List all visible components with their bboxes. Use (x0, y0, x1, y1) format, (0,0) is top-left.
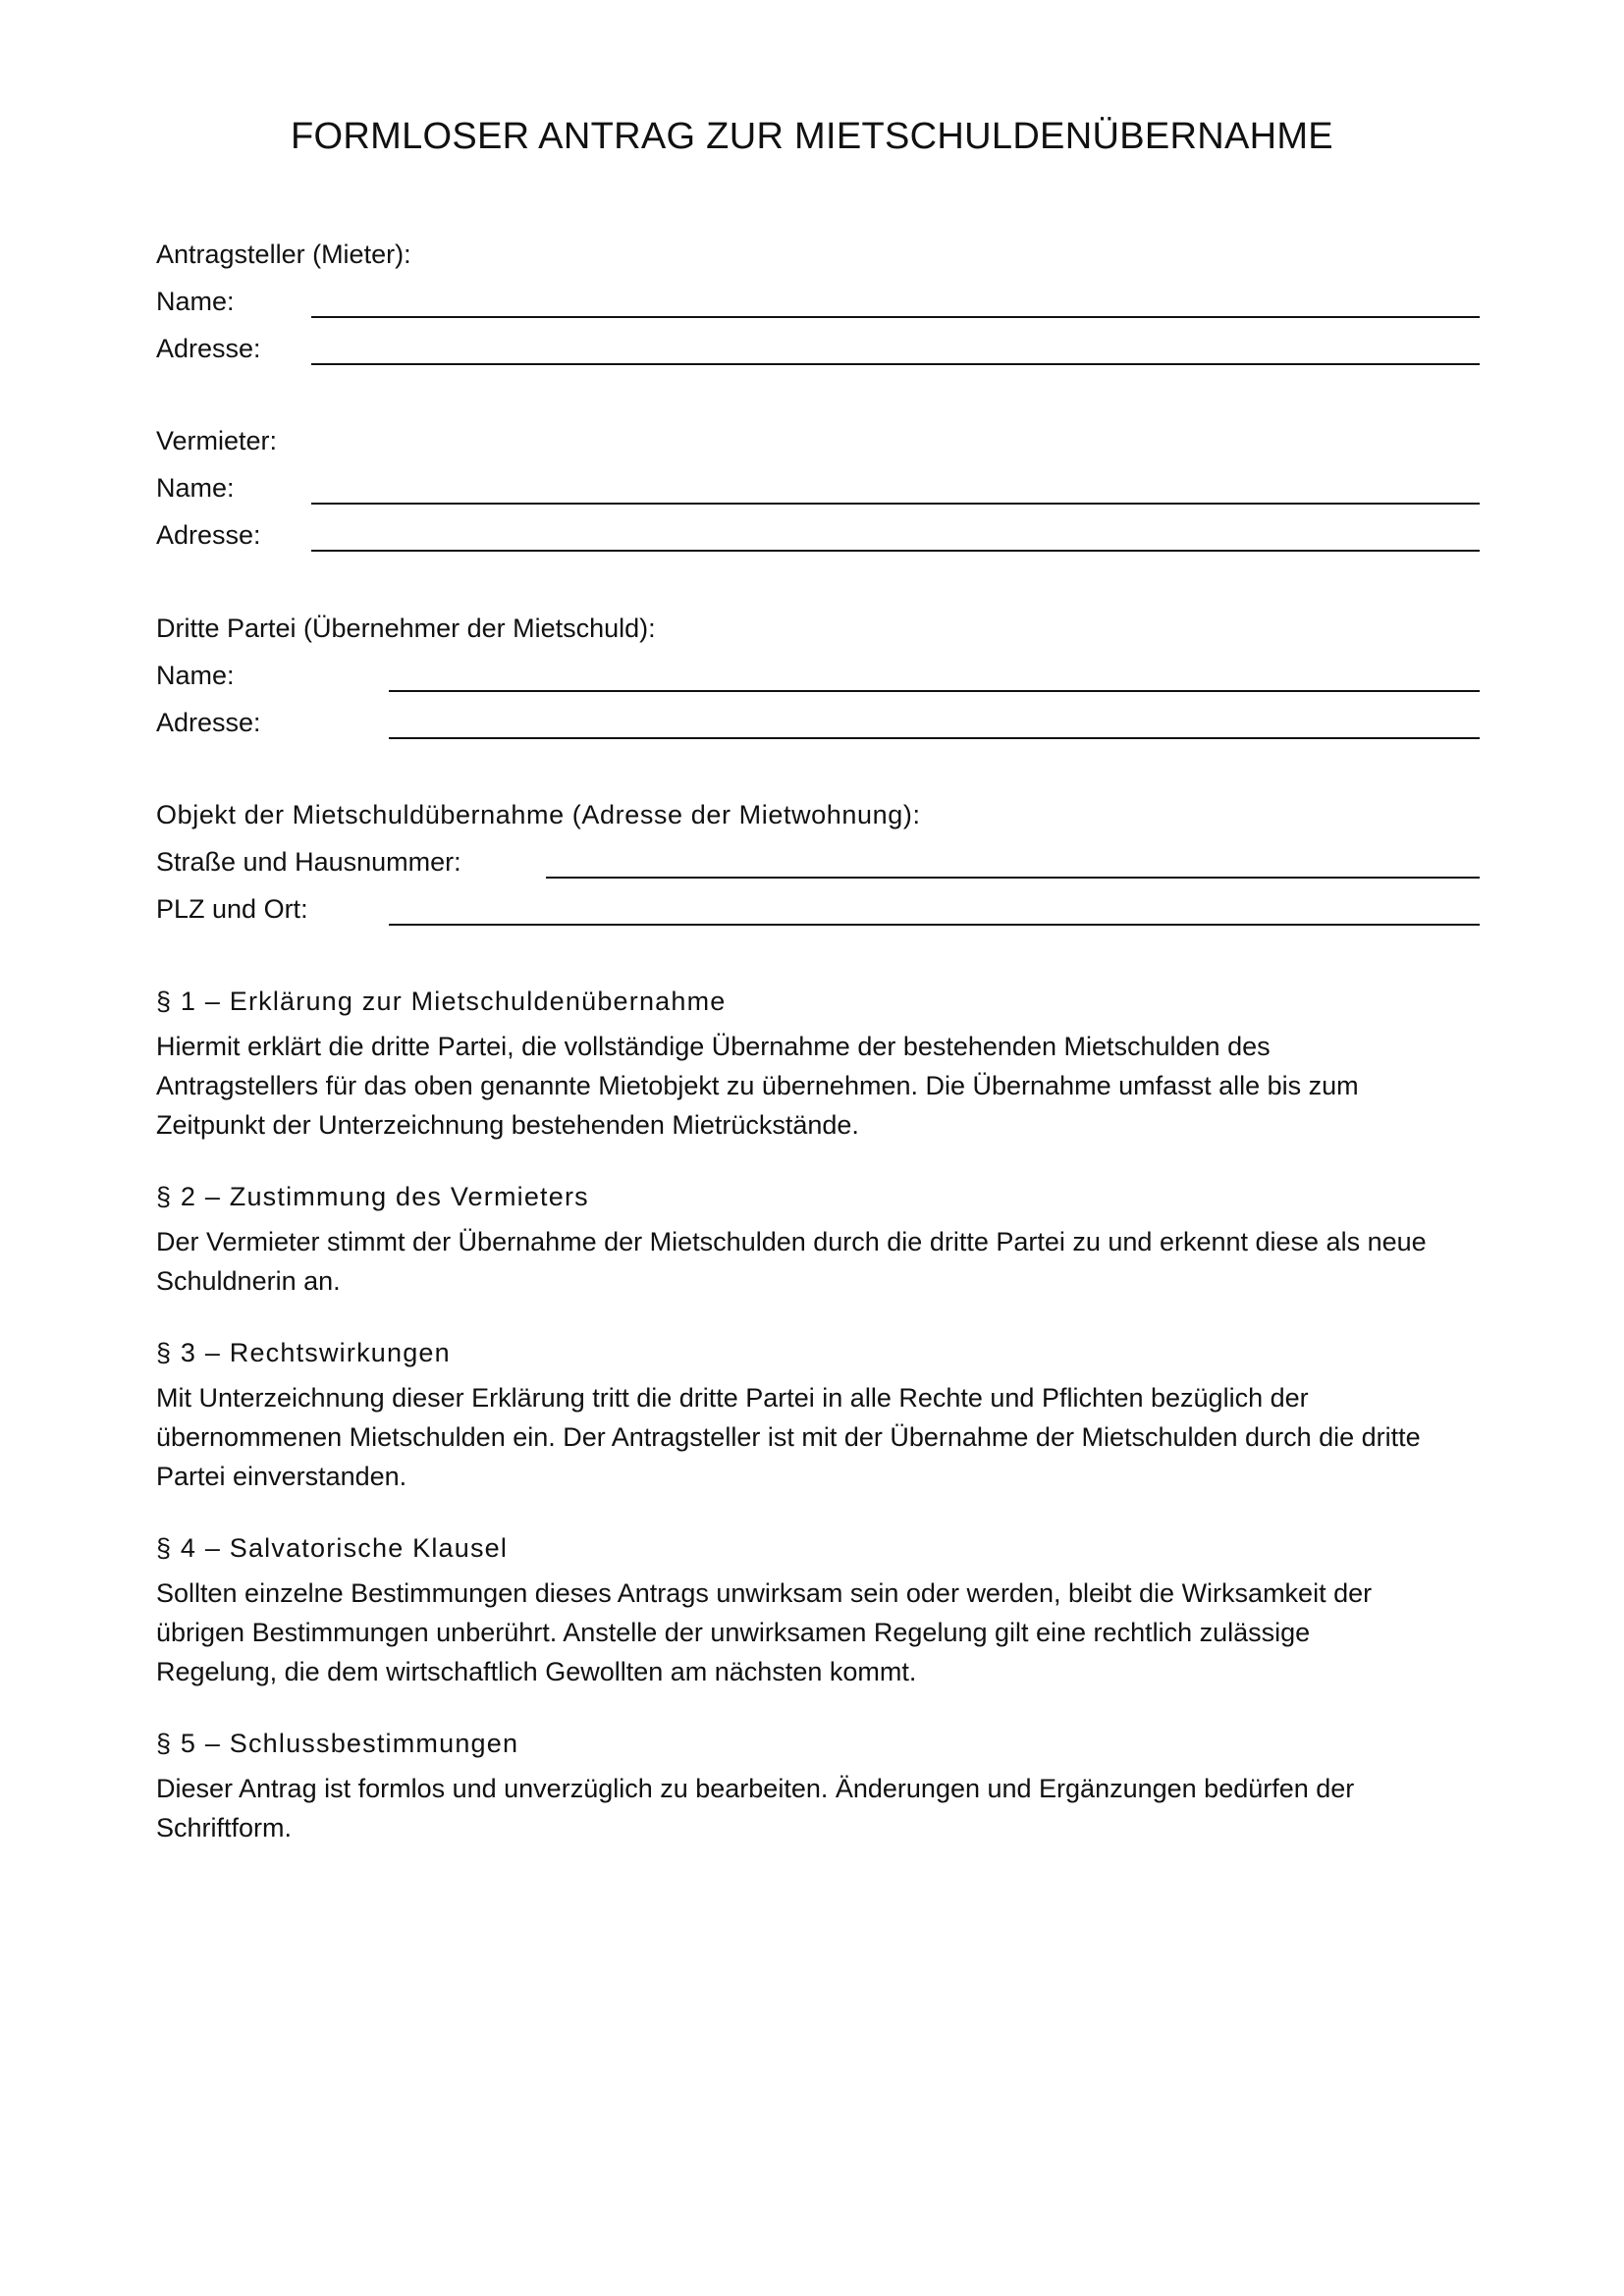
section-1-line-2: Antragstellers für das oben genannte Mietobjekt zu übernehmen. Die Übernahme umfasst alle bis zum (156, 1071, 1359, 1100)
section-2-text (156, 1222, 1491, 1301)
tenant-address-label: Adresse: (156, 334, 261, 363)
third-party-heading: Dritte Partei (Übernehmer der Mietschuld): (156, 614, 656, 643)
section-3-line-1: Mit Unterzeichnung dieser Erklärung tritt die dritte Partei in alle Rechte und Pflichten bezüglich der (156, 1383, 1309, 1413)
landlord-heading: Vermieter: (156, 426, 278, 455)
tenant-name-field[interactable] (311, 316, 1480, 318)
section-3-heading: § 3 – Rechtswirkungen (156, 1338, 451, 1367)
tenant-address-field[interactable] (311, 363, 1480, 365)
landlord-name-label: Name: (156, 473, 235, 503)
third-party-address-label: Adresse: (156, 708, 261, 737)
property-city-label: PLZ und Ort: (156, 894, 308, 924)
section-4-line-1: Sollten einzelne Bestimmungen dieses Antrags unwirksam sein oder werden, bleibt die Wirksamkeit der (156, 1578, 1373, 1608)
section-5-text (156, 1769, 1491, 1847)
section-3-line-3: Partei einverstanden. (156, 1462, 407, 1491)
section-5-heading: § 5 – Schlussbestimmungen (156, 1729, 519, 1758)
section-1-line-3: Zeitpunkt der Unterzeichnung bestehenden Mietrückstände. (156, 1110, 859, 1140)
section-4-heading: § 4 – Salvatorische Klausel (156, 1533, 509, 1563)
landlord-address-field[interactable] (311, 550, 1480, 552)
third-party-name-field[interactable] (389, 690, 1480, 692)
section-2-line-1: Der Vermieter stimmt der Übernahme der Mietschulden durch die dritte Partei zu und erkennt diese als neue (156, 1227, 1427, 1256)
section-3-text (156, 1378, 1491, 1496)
section-1-line-1: Hiermit erklärt die dritte Partei, die vollständige Übernahme der bestehenden Mietschulden des (156, 1032, 1271, 1061)
section-3-line-2: übernommenen Mietschulden ein. Der Antragsteller ist mit der Übernahme der Mietschulden durch die dritte (156, 1422, 1421, 1452)
section-1-text (156, 1027, 1491, 1145)
tenant-heading: Antragsteller (Mieter): (156, 240, 411, 269)
section-4-line-2: übrigen Bestimmungen unberührt. Anstelle der unwirksamen Regelung gilt eine rechtlich zulässige (156, 1618, 1311, 1647)
section-4-line-3: Regelung, die dem wirtschaftlich Gewollten am nächsten kommt. (156, 1657, 917, 1686)
landlord-name-field[interactable] (311, 503, 1480, 505)
third-party-name-label: Name: (156, 661, 235, 690)
property-city-field[interactable] (389, 924, 1480, 926)
section-5-line-2: Schriftform. (156, 1813, 293, 1842)
section-1-heading: § 1 – Erklärung zur Mietschuldenübernahme (156, 987, 727, 1016)
tenant-name-label: Name: (156, 287, 235, 316)
section-5-line-1: Dieser Antrag ist formlos und unverzüglich zu bearbeiten. Änderungen und Ergänzungen bedürfen der (156, 1774, 1355, 1803)
section-4-text (156, 1574, 1491, 1691)
landlord-address-label: Adresse: (156, 520, 261, 550)
property-heading: Objekt der Mietschuldübernahme (Adresse der Mietwohnung): (156, 800, 921, 829)
property-street-label: Straße und Hausnummer: (156, 847, 461, 877)
section-2-heading: § 2 – Zustimmung des Vermieters (156, 1182, 589, 1211)
section-2-line-2: Schuldnerin an. (156, 1266, 341, 1296)
document-title: FORMLOSER ANTRAG ZUR MIETSCHULDENÜBERNAHME (291, 116, 1333, 157)
property-street-field[interactable] (546, 877, 1480, 879)
third-party-address-field[interactable] (389, 737, 1480, 739)
